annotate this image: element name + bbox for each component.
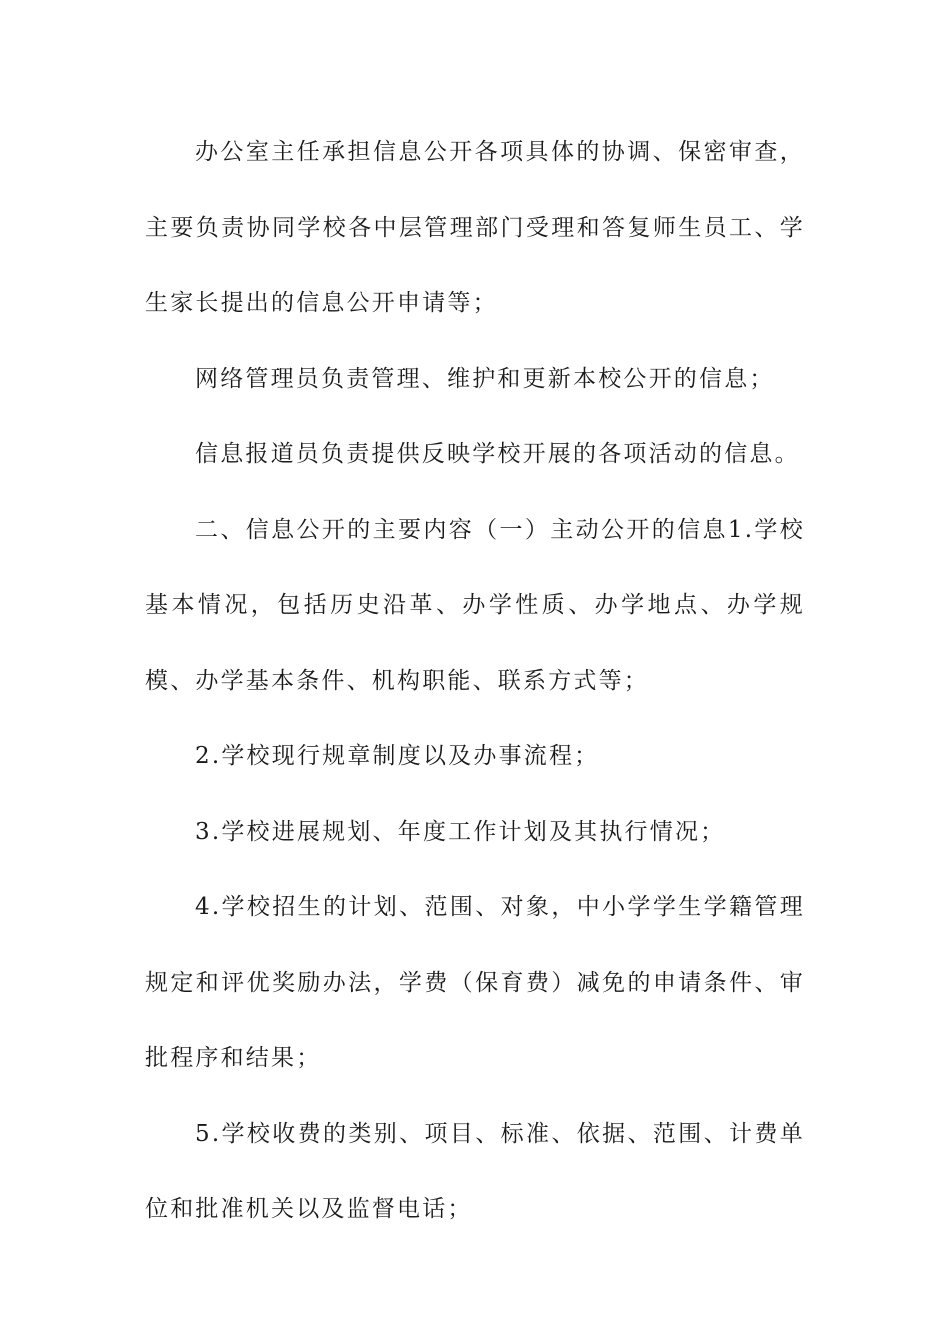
document-body [145, 115, 805, 1248]
paragraph-office-director: 办公室主任承担信息公开各项具体的协调、保密审查，主要负责协同学校各中层管理部门受理和答复师生员工、学生家长提出的信息公开申请等； [145, 139, 805, 316]
paragraph-item-4: 4.学校招生的计划、范围、对象，中小学学生学籍管理规定和评优奖励办法，学费（保育费）减免的申请条件、审批程序和结果； [145, 894, 805, 1071]
paragraph-item-2: 2.学校现行规章制度以及办事流程； [195, 743, 600, 769]
paragraph-item-5: 5.学校收费的类别、项目、标准、依据、范围、计费单位和批准机关以及监督电话； [145, 1120, 805, 1222]
paragraph-network-admin: 网络管理员负责管理、维护和更新本校公开的信息； [195, 365, 775, 392]
paragraph-item-3: 3.学校进展规划、年度工作计划及其执行情况； [195, 818, 726, 845]
paragraph-info-reporter: 信息报道员负责提供反映学校开展的各项活动的信息。 [195, 441, 800, 467]
paragraph-section-two: 二、信息公开的主要内容（一）主动公开的信息1.学校基本情况，包括历史沿革、办学性质、办学地点、办学规模、办学基本条件、机构职能、联系方式等； [145, 516, 805, 694]
